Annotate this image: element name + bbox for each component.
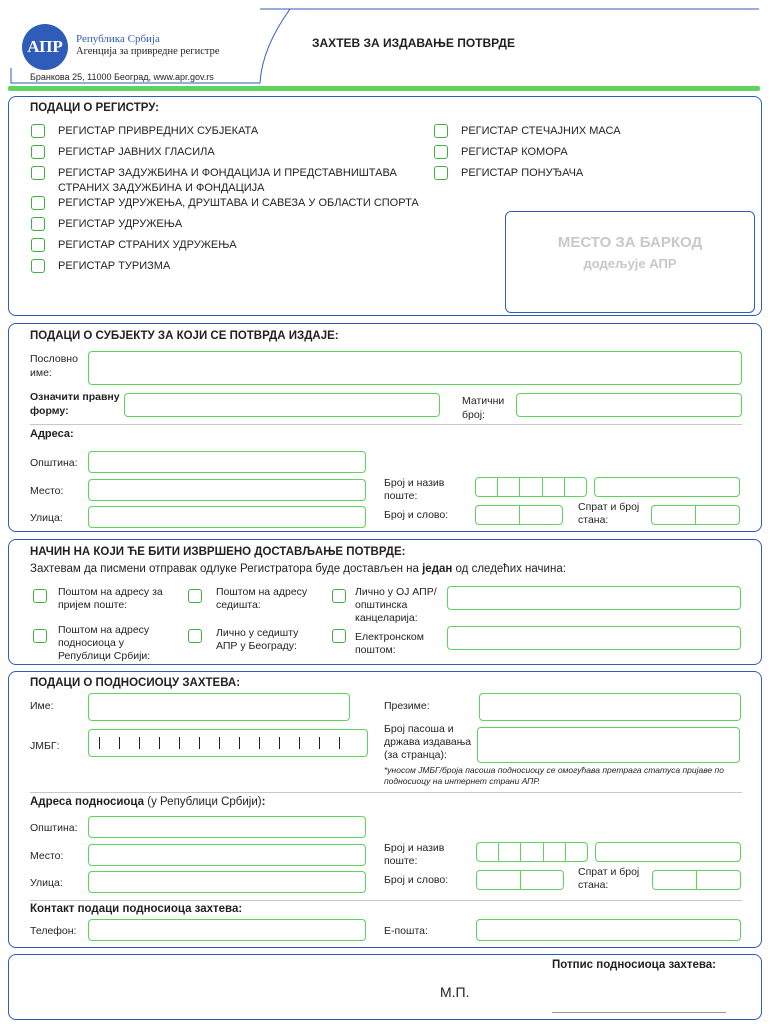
- apr-logo-icon: [22, 24, 68, 70]
- applicant-number-cells: [477, 871, 563, 889]
- subject-floor-field[interactable]: [651, 505, 740, 525]
- jmbg-field[interactable]: [88, 729, 368, 757]
- applicant-post-name-field[interactable]: [595, 842, 741, 862]
- checkbox-register-chambers[interactable]: [434, 145, 448, 159]
- subject-municipality-field[interactable]: [88, 451, 366, 473]
- subject-address-title: Адреса:: [30, 428, 74, 440]
- passport-field[interactable]: [477, 727, 740, 763]
- contact-title: Контакт подаци подносиоца захтева:: [30, 903, 243, 915]
- register-bidders-label: РЕГИСТАР ПОНУЂАЧА: [461, 167, 584, 179]
- register-chambers-label: РЕГИСТАР КОМОРА: [461, 146, 568, 158]
- phone-label: Телефон:: [30, 925, 77, 937]
- phone-field[interactable]: [88, 919, 366, 941]
- signature-line[interactable]: [552, 1012, 726, 1013]
- register-tourism-label: РЕГИСТАР ТУРИЗМА: [58, 260, 171, 272]
- checkbox-register-bankruptcy[interactable]: [434, 124, 448, 138]
- checkbox-register-sport[interactable]: [31, 196, 45, 210]
- applicant-surname-field[interactable]: [479, 693, 741, 721]
- register-media-label: РЕГИСТАР ЈАВНИХ ГЛАСИЛА: [58, 146, 215, 158]
- applicant-street-field[interactable]: [88, 871, 366, 893]
- register-sport-label: РЕГИСТАР УДРУЖЕЊА, ДРУШТАВА И САВЕЗА У ОБЛАСТИ СПОРТА: [58, 197, 419, 209]
- checkbox-in-person-hq[interactable]: [188, 629, 202, 643]
- delivery-intro: [30, 562, 566, 576]
- jmbg-cells: [99, 737, 359, 749]
- delivery-intro-bold: један: [422, 563, 453, 575]
- applicant-separator: [30, 792, 742, 793]
- stamp-label: М.П.: [440, 984, 470, 1000]
- in-person-oj-field[interactable]: [447, 586, 741, 610]
- address-title-bold: Адреса подносиоца: [30, 796, 145, 808]
- address-title-colon: :: [261, 796, 266, 808]
- applicant-postcode-field[interactable]: [476, 842, 588, 862]
- applicant-name-label: Име:: [30, 700, 54, 712]
- mail-seat-label: Поштом на адресу седишта:: [216, 586, 308, 611]
- subject-place-field[interactable]: [88, 479, 366, 501]
- applicant-floor-field[interactable]: [652, 870, 741, 890]
- email-delivery-label: Електронском поштом:: [355, 631, 424, 656]
- subject-postcode-field[interactable]: [475, 477, 587, 497]
- barcode-line1: МЕСТО ЗА БАРКОД: [557, 234, 703, 251]
- subject-post-name-field[interactable]: [594, 477, 740, 497]
- business-name-label: Пословно име:: [30, 353, 78, 379]
- register-bankruptcy-label: РЕГИСТАР СТЕЧАЈНИХ МАСА: [461, 125, 621, 137]
- logo-letters: АПР: [27, 37, 63, 56]
- applicant-number-field[interactable]: [476, 870, 564, 890]
- applicant-section-title: ПОДАЦИ О ПОДНОСИОЦУ ЗАХТЕВА:: [30, 677, 241, 689]
- subject-street-field[interactable]: [88, 506, 366, 528]
- email-label: Е-пошта:: [384, 925, 428, 937]
- checkbox-register-foreign-associations[interactable]: [31, 238, 45, 252]
- passport-label: Број пасоша и држава издавања (за странца):: [384, 723, 472, 761]
- legal-form-label: Означити правну форму:: [30, 391, 120, 417]
- mail-reception-label: Поштом на адресу за пријем поште:: [58, 586, 163, 611]
- applicant-number-label: Број и слово:: [384, 874, 449, 886]
- delivery-intro-after: од следећих начина:: [452, 563, 566, 575]
- checkbox-register-bidders[interactable]: [434, 166, 448, 180]
- header-green-bar: [8, 86, 760, 91]
- subject-floor-label: Спрат и број стана:: [578, 501, 640, 526]
- legal-form-field[interactable]: [124, 393, 440, 417]
- business-name-field[interactable]: [88, 351, 742, 385]
- checkbox-register-business[interactable]: [31, 124, 45, 138]
- barcode-line2: додељује АПР: [583, 256, 677, 271]
- header-address: Бранкова 25, 11000 Београд, www.apr.gov.rs: [30, 72, 214, 82]
- register-foreign-associations-label: РЕГИСТАР СТРАНИХ УДРУЖЕЊА: [58, 239, 237, 251]
- checkbox-email[interactable]: [332, 629, 346, 643]
- jmbg-note: *уносом ЈМБГ/броја пасоша подносиоцу се омогућава претрага статуса пријаве по подносиоцу на интернет страни АПР.: [384, 765, 724, 786]
- applicant-floor-label: Спрат и број стана:: [578, 866, 640, 891]
- subject-post-label: Број и назив поште:: [384, 477, 445, 502]
- applicant-floor-cells: [653, 871, 740, 889]
- floor-cells: [652, 506, 739, 524]
- subject-municipality-label: Општина:: [30, 457, 78, 469]
- subject-section-title: ПОДАЦИ О СУБЈЕКТУ ЗА КОЈИ СЕ ПОТВРДА ИЗДАЈЕ:: [30, 330, 339, 342]
- email-field[interactable]: [476, 919, 741, 941]
- checkbox-mail-seat[interactable]: [188, 589, 202, 603]
- applicant-municipality-field[interactable]: [88, 816, 366, 838]
- contact-separator: [30, 900, 742, 901]
- subject-place-label: Место:: [30, 485, 64, 497]
- applicant-place-field[interactable]: [88, 844, 366, 866]
- applicant-surname-label: Презиме:: [384, 700, 430, 712]
- number-cells: [476, 506, 562, 524]
- checkbox-register-tourism[interactable]: [31, 259, 45, 273]
- address-title-normal: (у Републици Србији): [144, 796, 262, 808]
- register-endowments-label: РЕГИСТАР ЗАДУЖБИНА И ФОНДАЦИЈА И ПРЕДСТАВНИШТАВА СТРАНИХ ЗАДУЖБИНА И ФОНДАЦИЈА: [58, 167, 397, 194]
- checkbox-mail-reception[interactable]: [33, 589, 47, 603]
- register-business-label: РЕГИСТАР ПРИВРЕДНИХ СУБЈЕКАТА: [58, 125, 259, 137]
- subject-number-label: Број и слово:: [384, 509, 449, 521]
- org-line1: Република Србија: [76, 33, 160, 45]
- subject-street-label: Улица:: [30, 512, 63, 524]
- applicant-name-field[interactable]: [88, 693, 350, 721]
- checkbox-register-associations[interactable]: [31, 217, 45, 231]
- org-line2: Агенција за привредне регистре: [76, 46, 220, 57]
- page-title: ЗАХТЕВ ЗА ИЗДАВАЊЕ ПОТВРДЕ: [312, 36, 515, 50]
- checkbox-register-media[interactable]: [31, 145, 45, 159]
- mail-applicant-label: Поштом на адресу подносиоца у Републици Србији:: [58, 624, 151, 662]
- subject-number-field[interactable]: [475, 505, 563, 525]
- applicant-post-label: Број и назив поште:: [384, 842, 445, 867]
- reg-number-field[interactable]: [516, 393, 742, 417]
- in-person-hq-label: Лично у седишту АПР у Београду:: [216, 627, 299, 652]
- postcode-cells: [476, 478, 586, 496]
- checkbox-mail-applicant[interactable]: [33, 629, 47, 643]
- checkbox-in-person-oj[interactable]: [332, 589, 346, 603]
- signature-title: Потпис подносиоца захтева:: [552, 959, 716, 971]
- applicant-address-title: [30, 795, 265, 809]
- in-person-oj-label: Лично у ОЈ АПР/ општинска канцеларија:: [355, 586, 437, 624]
- applicant-municipality-label: Општина:: [30, 822, 78, 834]
- applicant-place-label: Место:: [30, 850, 64, 862]
- delivery-section-title: НАЧИН НА КОЈИ ЋЕ БИТИ ИЗВРШЕНО ДОСТАВЉАЊЕ ПОТВРДЕ:: [30, 546, 406, 558]
- jmbg-label: ЈМБГ:: [30, 740, 60, 752]
- subject-separator: [30, 424, 742, 425]
- checkbox-register-endowments[interactable]: [31, 166, 45, 180]
- register-section-title: ПОДАЦИ О РЕГИСТРУ:: [30, 102, 159, 114]
- email-delivery-field[interactable]: [447, 626, 741, 650]
- applicant-street-label: Улица:: [30, 877, 63, 889]
- reg-number-label: Матични број:: [462, 395, 505, 421]
- applicant-postcode-cells: [477, 843, 587, 861]
- delivery-intro-before: Захтевам да писмени отправак одлуке Регистратора буде достављен на: [30, 563, 423, 575]
- register-associations-label: РЕГИСТАР УДРУЖЕЊА: [58, 218, 183, 230]
